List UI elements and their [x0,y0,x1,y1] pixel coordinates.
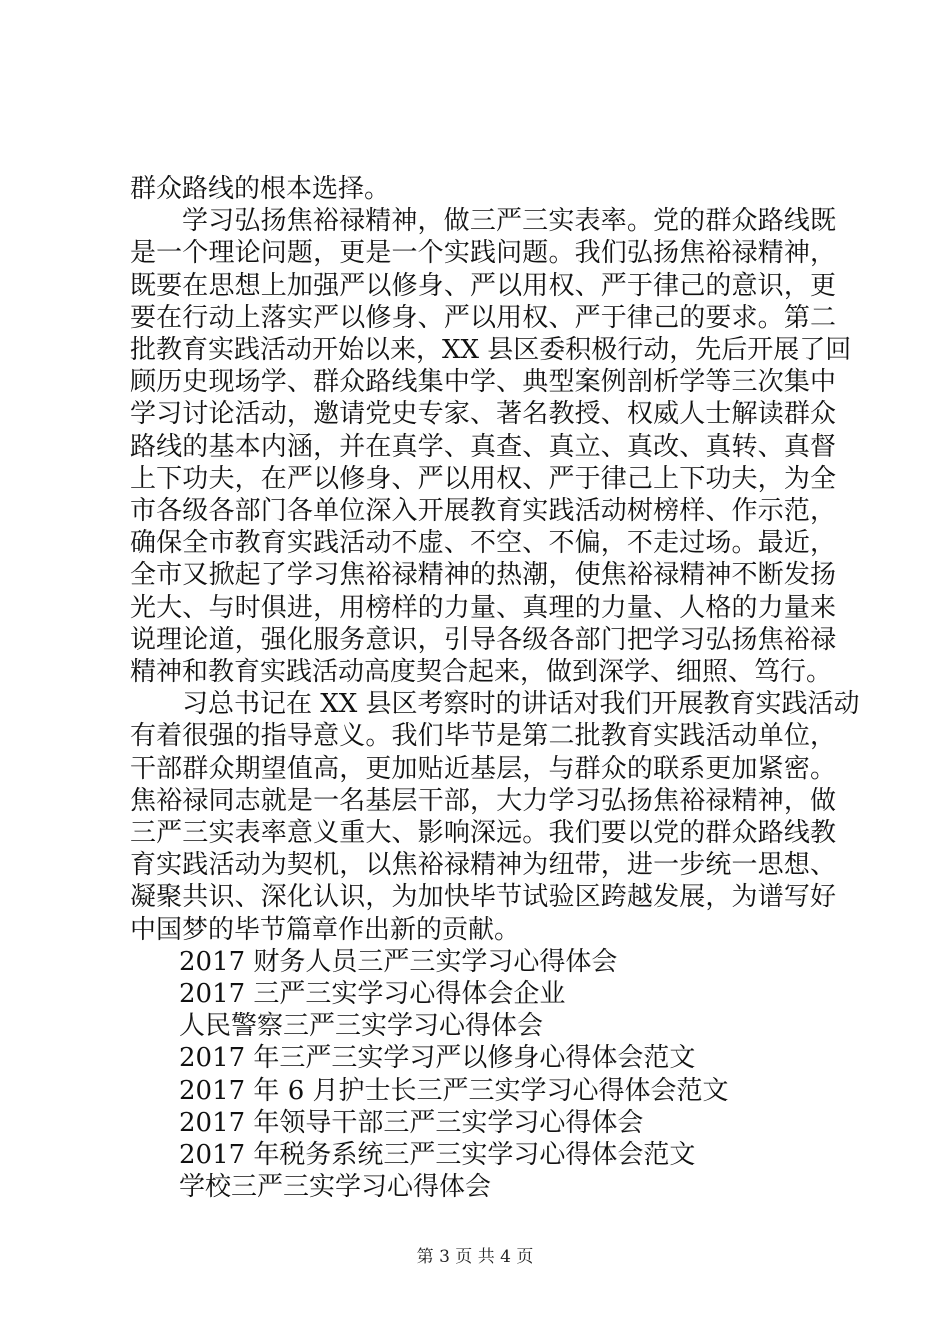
related-article-link[interactable]: 2017 年三严三实学习严以修身心得体会范文 [179,1043,696,1074]
related-article-link[interactable]: 2017 年 6 月护士长三严三实学习心得体会范文 [179,1075,729,1106]
paragraph-line: 三严三实表率意义重大、影响深远。我们要以党的群众路线教 [130,818,836,849]
paragraph-line: 焦裕禄同志就是一名基层干部，大力学习弘扬焦裕禄精神，做 [130,785,836,816]
paragraph-line: 路线的基本内涵，并在真学、真查、真立、真改、真转、真督 [130,431,836,462]
paragraph-line: 要在行动上落实严以修身、严以用权、严于律己的要求。第二 [130,302,836,333]
paragraph-line: 全市又掀起了学习焦裕禄精神的热潮，使焦裕禄精神不断发扬 [130,560,836,591]
paragraph-line: 干部群众期望值高，更加贴近基层，与群众的联系更加紧密。 [130,753,836,784]
document-body [130,173,860,1204]
paragraph-line: 学习弘扬焦裕禄精神，做三严三实表率。党的群众路线既 [182,206,836,237]
related-article-link[interactable]: 2017 年税务系统三严三实学习心得体会范文 [179,1140,696,1171]
paragraph-2 [130,688,860,946]
paragraph-line: 学习讨论活动，邀请党史专家、著名教授、权威人士解读群众 [130,399,836,430]
related-article-link[interactable]: 2017 三严三实学习心得体会企业 [179,979,566,1010]
paragraph-line: 中国梦的毕节篇章作出新的贡献。 [130,914,521,945]
related-article-link[interactable]: 学校三严三实学习心得体会 [179,1172,492,1203]
related-article-link[interactable]: 2017 财务人员三严三实学习心得体会 [179,946,618,977]
paragraph-line: 光大、与时俱进，用榜样的力量、真理的力量、人格的力量来 [130,592,836,623]
paragraph-line: 育实践活动为契机，以焦裕禄精神为纽带，进一步统一思想、 [130,850,836,881]
paragraph-line: 是一个理论问题，更是一个实践问题。我们弘扬焦裕禄精神， [130,238,836,269]
paragraph-line: 市各级各部门各单位深入开展教育实践活动树榜样、作示范， [130,496,836,527]
related-articles-list [130,946,836,1204]
page-number-footer: 第 3 页 共 4 页 [416,1247,534,1267]
paragraph-line: 顾历史现场学、群众路线集中学、典型案例剖析学等三次集中 [130,367,836,398]
paragraph-line: 习总书记在 XX 县区考察时的讲话对我们开展教育实践活动 [182,689,860,720]
paragraph-line: 凝聚共识、深化认识，为加快毕节试验区跨越发展，为谱写好 [130,882,836,913]
paragraph-line: 有着很强的指导意义。我们毕节是第二批教育实践活动单位， [130,721,836,752]
paragraph-1 [130,205,852,688]
paragraph-line: 上下功夫，在严以修身、严以用权、严于律己上下功夫，为全 [130,463,836,494]
paragraph-line: 说理论道，强化服务意识，引导各级各部门把学习弘扬焦裕禄 [130,624,836,655]
related-article-link[interactable]: 人民警察三严三实学习心得体会 [179,1011,544,1042]
paragraph-line: 既要在思想上加强严以修身、严以用权、严于律己的意识，更 [130,270,836,301]
related-article-link[interactable]: 2017 年领导干部三严三实学习心得体会 [179,1107,644,1138]
paragraph-line: 批教育实践活动开始以来，XX 县区委积极行动，先后开展了回 [130,335,852,366]
paragraph-line: 确保全市教育实践活动不虚、不空、不偏，不走过场。最近， [130,528,836,559]
paragraph-line: 精神和教育实践活动高度契合起来，做到深学、细照、笃行。 [130,657,833,688]
fragment-line: 群众路线的根本选择。 [130,174,391,204]
